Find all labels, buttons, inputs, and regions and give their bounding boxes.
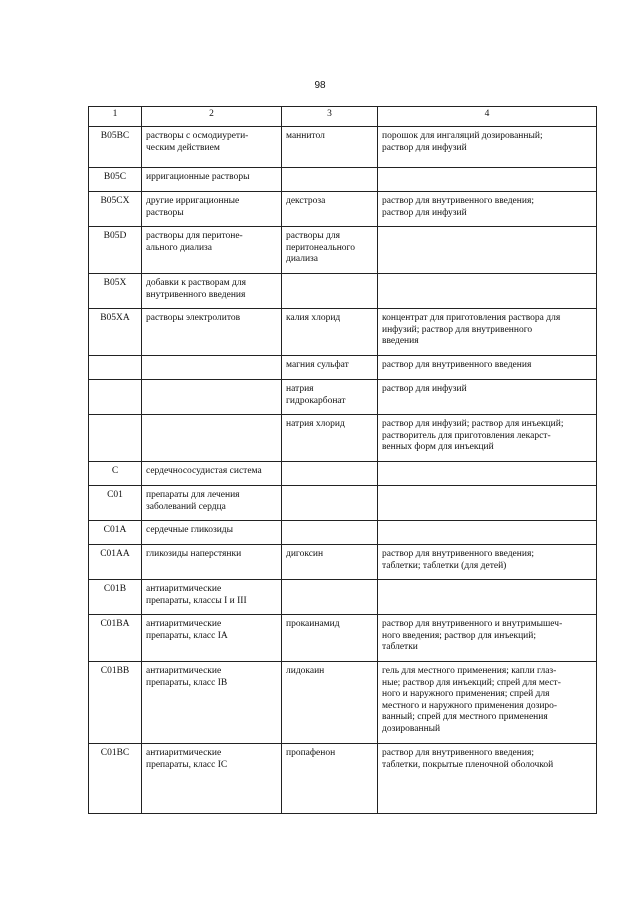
- drug-name-cell: натрия гидрокарбонат: [282, 380, 378, 415]
- group-name-cell: другие ирригационные растворы: [142, 192, 282, 227]
- group-name-cell: растворы электролитов: [142, 309, 282, 356]
- group-name-cell: растворы для перитоне- ального диализа: [142, 227, 282, 274]
- drug-name-cell: [282, 486, 378, 521]
- drug-name-cell: прокаинамид: [282, 615, 378, 662]
- atc-code-cell: [89, 380, 142, 415]
- table-row: [89, 227, 597, 274]
- drug-name-cell: [282, 462, 378, 486]
- drug-name-cell: [282, 521, 378, 545]
- dosage-forms-cell: [378, 274, 597, 309]
- table-row: [89, 462, 597, 486]
- table-row: [89, 380, 597, 415]
- atc-code-cell: C01B: [89, 580, 142, 615]
- column-header-3: 3: [282, 107, 378, 127]
- group-name-cell: сердечнососудистая система: [142, 462, 282, 486]
- group-name-cell: растворы с осмодиурети- ческим действием: [142, 127, 282, 168]
- atc-code-cell: B05D: [89, 227, 142, 274]
- atc-code-cell: [89, 356, 142, 380]
- group-name-cell: [142, 356, 282, 380]
- atc-code-cell: C: [89, 462, 142, 486]
- atc-code-cell: C01BC: [89, 744, 142, 814]
- table-row: [89, 127, 597, 168]
- table-row: [89, 274, 597, 309]
- dosage-forms-cell: порошок для ингаляций дозированный; раствор для инфузий: [378, 127, 597, 168]
- table-row: [89, 486, 597, 521]
- atc-code-cell: B05XA: [89, 309, 142, 356]
- group-name-cell: антиаритмические препараты, класс IA: [142, 615, 282, 662]
- atc-code-cell: B05X: [89, 274, 142, 309]
- group-name-cell: сердечные гликозиды: [142, 521, 282, 545]
- dosage-forms-cell: [378, 462, 597, 486]
- group-name-cell: [142, 415, 282, 462]
- column-header-1: 1: [89, 107, 142, 127]
- table-row: [89, 580, 597, 615]
- dosage-forms-cell: [378, 580, 597, 615]
- table-row: [89, 615, 597, 662]
- dosage-forms-cell: [378, 486, 597, 521]
- drug-name-cell: декстроза: [282, 192, 378, 227]
- group-name-cell: антиаритмические препараты, класс IB: [142, 662, 282, 744]
- dosage-forms-cell: раствор для внутривенного введения; таблетки, покрытые пленочной оболочкой: [378, 744, 597, 814]
- column-header-4: 4: [378, 107, 597, 127]
- dosage-forms-cell: [378, 521, 597, 545]
- table-row: [89, 415, 597, 462]
- drug-name-cell: пропафенон: [282, 744, 378, 814]
- table-row: [89, 744, 597, 814]
- table-row: [89, 545, 597, 580]
- table-row: [89, 309, 597, 356]
- atc-code-cell: B05BC: [89, 127, 142, 168]
- group-name-cell: ирригационные растворы: [142, 168, 282, 192]
- dosage-forms-cell: [378, 168, 597, 192]
- drug-name-cell: магния сульфат: [282, 356, 378, 380]
- drug-name-cell: натрия хлорид: [282, 415, 378, 462]
- column-header-2: 2: [142, 107, 282, 127]
- drug-name-cell: лидокаин: [282, 662, 378, 744]
- atc-code-cell: C01: [89, 486, 142, 521]
- group-name-cell: гликозиды наперстянки: [142, 545, 282, 580]
- drug-name-cell: [282, 168, 378, 192]
- drug-classification-table: [88, 106, 597, 814]
- atc-code-cell: C01AA: [89, 545, 142, 580]
- dosage-forms-cell: раствор для внутривенного введения; раствор для инфузий: [378, 192, 597, 227]
- table-body: [89, 127, 597, 814]
- atc-code-cell: C01BB: [89, 662, 142, 744]
- dosage-forms-cell: раствор для внутривенного введения: [378, 356, 597, 380]
- drug-name-cell: [282, 580, 378, 615]
- drug-name-cell: маннитол: [282, 127, 378, 168]
- group-name-cell: добавки к растворам для внутривенного введения: [142, 274, 282, 309]
- drug-name-cell: растворы для перитонеального диализа: [282, 227, 378, 274]
- dosage-forms-cell: раствор для внутривенного введения; таблетки; таблетки (для детей): [378, 545, 597, 580]
- dosage-forms-cell: раствор для внутривенного и внутримышеч- ного введения; раствор для инъекций; таблетки: [378, 615, 597, 662]
- dosage-forms-cell: концентрат для приготовления раствора для инфузий; раствор для внутривенного введения: [378, 309, 597, 356]
- drug-name-cell: [282, 274, 378, 309]
- dosage-forms-cell: гель для местного применения; капли глаз- ные; раствор для инъекций; спрей для мест- ного и наружного применения; спрей для местного и наружного применения дозиро- ванный; спрей для местного применения дозированный: [378, 662, 597, 744]
- table-row: [89, 662, 597, 744]
- atc-code-cell: C01A: [89, 521, 142, 545]
- atc-code-cell: B05CX: [89, 192, 142, 227]
- dosage-forms-cell: раствор для инфузий: [378, 380, 597, 415]
- table-row: [89, 168, 597, 192]
- dosage-forms-cell: [378, 227, 597, 274]
- dosage-forms-cell: раствор для инфузий; раствор для инъекций; растворитель для приготовления лекарст- венных форм для инъекций: [378, 415, 597, 462]
- atc-code-cell: C01BA: [89, 615, 142, 662]
- group-name-cell: антиаритмические препараты, классы I и III: [142, 580, 282, 615]
- table-row: [89, 356, 597, 380]
- table-row: [89, 192, 597, 227]
- table-header-row: [89, 107, 597, 127]
- group-name-cell: антиаритмические препараты, класс IC: [142, 744, 282, 814]
- table-row: [89, 521, 597, 545]
- page-number: 98: [314, 80, 326, 91]
- atc-code-cell: [89, 415, 142, 462]
- drug-name-cell: калия хлорид: [282, 309, 378, 356]
- drug-name-cell: дигоксин: [282, 545, 378, 580]
- group-name-cell: [142, 380, 282, 415]
- group-name-cell: препараты для лечения заболеваний сердца: [142, 486, 282, 521]
- atc-code-cell: B05C: [89, 168, 142, 192]
